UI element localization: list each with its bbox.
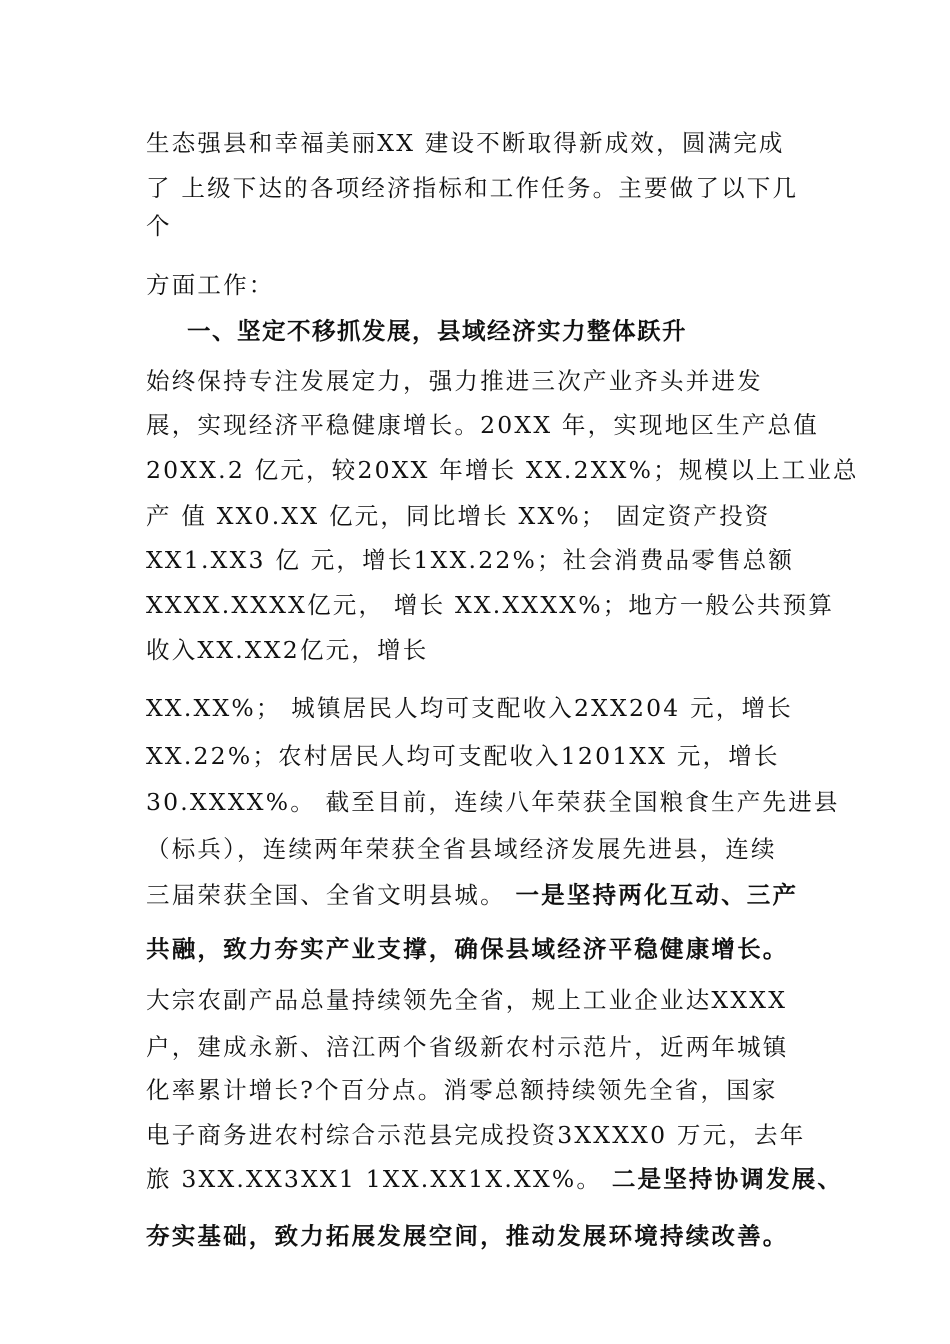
bold-line: 夯实基础，致力拓展发展空间，推动发展环境持续改善。 — [146, 1222, 789, 1250]
text-line-mixed — [146, 1164, 843, 1194]
text-line: XX1.XX3 亿 元，增长1XX.22%；社会消费品零售总额 — [146, 546, 795, 574]
plain-text: 三届荣获全国、全省文明县城。 — [146, 881, 506, 909]
text-line: 20XX.2 亿元，较20XX 年增长 XX.2XX%；规模以上工业总 — [146, 456, 859, 484]
plain-text: 旅 3XX.XX3XX1 1XX.XX1X.XX%。 — [146, 1165, 603, 1193]
text-line: 30.XXXX%。 截至目前，连续八年荣获全国粮食生产先进县 — [146, 788, 840, 816]
text-line: 化率累计增长?个百分点。消零总额持续领先全省，国家 — [146, 1076, 778, 1104]
text-line: 了 上级下达的各项经济指标和工作任务。主要做了以下几 — [146, 174, 799, 202]
text-line: 产 值 XX0.XX 亿元，同比增长 XX%； 固定资产投资 — [146, 502, 771, 530]
text-line: XXXX.XXXX亿元， 增长 XX.XXXX%；地方一般公共预算 — [146, 591, 835, 619]
text-line: 户，建成永新、涪江两个省级新农村示范片，近两年城镇 — [146, 1033, 789, 1061]
bold-text: 一是坚持两化互动、三产 — [515, 881, 799, 909]
text-line: 电子商务进农村综合示范县完成投资3XXXX0 万元，去年 — [146, 1121, 806, 1149]
text-line: 始终保持专注发展定力，强力推进三次产业齐头并进发 — [146, 367, 763, 395]
text-line: 展，实现经济平稳健康增长。20XX 年，实现地区生产总值 — [146, 411, 819, 439]
text-line: 生态强县和幸福美丽XX 建设不断取得新成效，圆满完成 — [146, 129, 785, 157]
text-line: 大宗农副产品总量持续领先全省，规上工业企业达XXXX — [146, 986, 788, 1014]
text-line: （标兵），连续两年荣获全省县域经济发展先进县，连续 — [146, 835, 777, 863]
section-heading: 一、坚定不移抓发展，县域经济实力整体跃升 — [187, 317, 687, 345]
text-line: 个 — [146, 212, 172, 240]
text-line: 方面工作： — [146, 271, 275, 299]
text-line: 收入XX.XX2亿元，增长 — [146, 636, 429, 664]
text-line: XX.XX%； 城镇居民人均可支配收入2XX204 元，增长 — [146, 694, 793, 722]
text-line: XX.22%；农村居民人均可支配收入1201XX 元，增长 — [146, 742, 780, 770]
text-line-mixed — [146, 880, 798, 910]
bold-text: 二是坚持协调发展、 — [611, 1165, 844, 1193]
bold-line: 共融，致力夯实产业支撑，确保县域经济平稳健康增长。 — [146, 935, 789, 963]
